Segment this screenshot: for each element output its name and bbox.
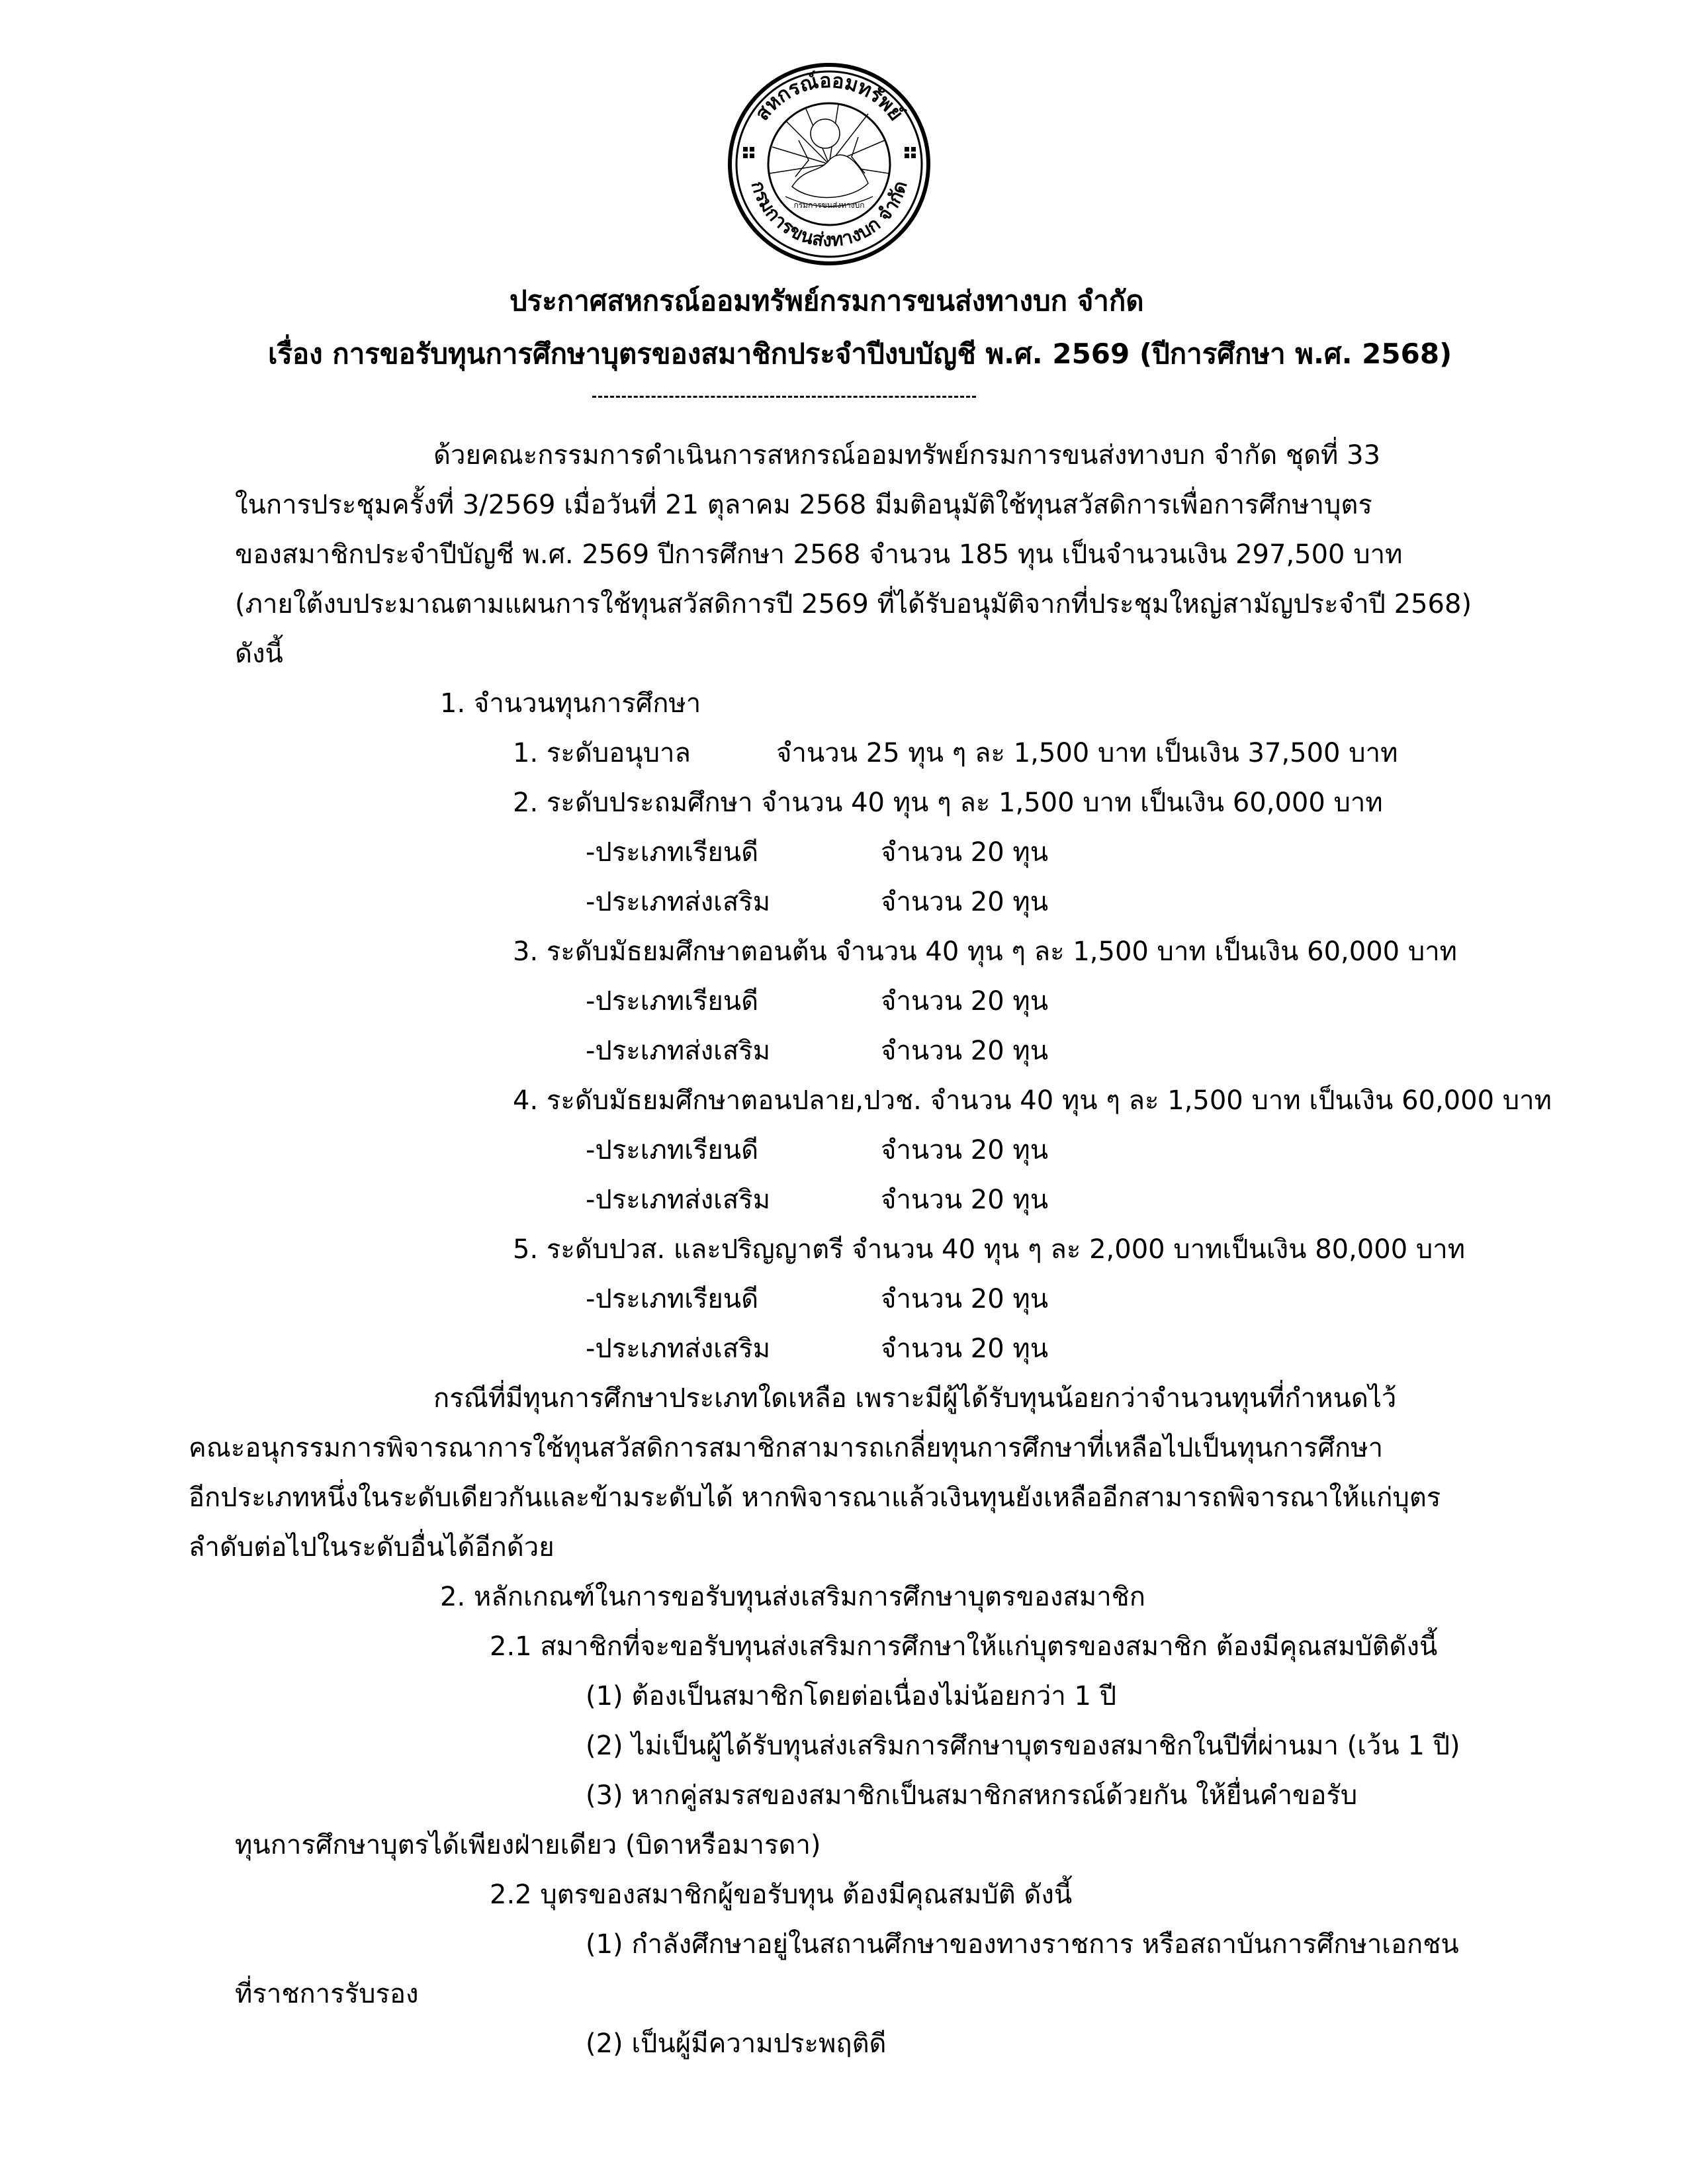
svg-text:กรมการขนส่งทางบก: กรมการขนส่งทางบก xyxy=(793,201,865,210)
section-2-1-heading: 2.1 สมาชิกที่จะขอรับทุนส่งเสริมการศึกษาให้แก่บุตรของสมาชิก ต้องมีคุณสมบัติดังนี้ xyxy=(490,1631,1438,1662)
subtype-row: -ประเภทส่งเสริม จำนวน 20 ทุน xyxy=(586,887,1049,917)
child-criterion-continuation: ที่ราชการรับรอง xyxy=(235,1979,419,2009)
member-criterion: (2) ไม่เป็นผู้ได้รับทุนส่งเสริมการศึกษาบุตรของสมาชิกในปีที่ผ่านมา (เว้น 1 ปี) xyxy=(586,1731,1460,1761)
intro-line: ของสมาชิกประจำปีบัญชี พ.ศ. 2569 ปีการศึกษา 2568 จำนวน 185 ทุน เป็นจำนวนเงิน 297,500 บาท xyxy=(235,539,1403,570)
child-criterion: (2) เป็นผู้มีความประพฤติดี xyxy=(586,2028,887,2059)
reallocation-note-line: ลำดับต่อไปในระดับอื่นได้อีกด้วย xyxy=(189,1532,555,1563)
title-divider xyxy=(592,396,976,398)
level-2-primary: 2. ระดับประถมศึกษา จำนวน 40 ทุน ๆ ละ 1,500 บาท เป็นเงิน 60,000 บาท xyxy=(513,788,1383,818)
level-1-kindergarten xyxy=(513,733,1398,773)
level-label: 1. ระดับอนุบาล xyxy=(513,738,691,768)
intro-line: ในการประชุมครั้งที่ 3/2569 เมื่อวันที่ 21 ตุลาคม 2568 มีมติอนุมัติใช้ทุนสวัสดิการเพื่อการศึกษาบุตร xyxy=(235,490,1372,520)
announcement-title: ประกาศสหกรณ์ออมทรัพย์กรมการขนส่งทางบก จำกัด xyxy=(510,285,1144,317)
level-3-lower-secondary: 3. ระดับมัธยมศึกษาตอนต้น จำนวน 40 ทุน ๆ ละ 1,500 บาท เป็นเงิน 60,000 บาท xyxy=(513,936,1458,967)
section-2-2-heading: 2.2 บุตรของสมาชิกผู้ขอรับทุน ต้องมีคุณสมบัติ ดังนี้ xyxy=(490,1880,1073,1910)
subtype-row: -ประเภทส่งเสริม จำนวน 20 ทุน xyxy=(586,1334,1049,1364)
level-4-upper-secondary: 4. ระดับมัธยมศึกษาตอนปลาย,ปวช. จำนวน 40 ทุน ๆ ละ 1,500 บาท เป็นเงิน 60,000 บาท xyxy=(513,1085,1552,1116)
cooperative-seal-logo xyxy=(726,61,932,267)
svg-text:สหกรณ์ออมทรัพย์: สหกรณ์ออมทรัพย์ xyxy=(750,69,908,126)
subtype-row: -ประเภทเรียนดี จำนวน 20 ทุน xyxy=(586,1135,1049,1165)
level-detail: จำนวน 25 ทุน ๆ ละ 1,500 บาท เป็นเงิน 37,500 บาท xyxy=(776,738,1398,768)
subtype-row: -ประเภทส่งเสริม จำนวน 20 ทุน xyxy=(586,1185,1049,1215)
section-1-heading: 1. จำนวนทุนการศึกษา xyxy=(440,688,701,719)
subtype-row: -ประเภทเรียนดี จำนวน 20 ทุน xyxy=(586,837,1049,868)
reallocation-note-line: คณะอนุกรรมการพิจารณาการใช้ทุนสวัสดิการสมาชิกสามารถเกลี่ยทุนการศึกษาที่เหลือไปเป็นทุนการศึกษา xyxy=(189,1433,1384,1463)
reallocation-note-line: อีกประเภทหนึ่งในระดับเดียวกันและข้ามระดับได้ หากพิจารณาแล้วเงินทุนยังเหลืออีกสามารถพิจารณาให้แก่บุตร xyxy=(189,1482,1441,1513)
announcement-subject: เรื่อง การขอรับทุนการศึกษาบุตรของสมาชิกประจำปีงบบัญชี พ.ศ. 2569 (ปีการศึกษา พ.ศ. 2568) xyxy=(268,338,1452,370)
reallocation-note-line: กรณีที่มีทุนการศึกษาประเภทใดเหลือ เพราะมีผู้ได้รับทุนน้อยกว่าจำนวนทุนที่กำหนดไว้ xyxy=(433,1383,1397,1414)
subtype-row: -ประเภทเรียนดี จำนวน 20 ทุน xyxy=(586,1284,1049,1314)
seal-emblem-icon xyxy=(726,61,932,267)
subtype-row: -ประเภทเรียนดี จำนวน 20 ทุน xyxy=(586,986,1049,1017)
intro-line: ด้วยคณะกรรมการดำเนินการสหกรณ์ออมทรัพย์กรมการขนส่งทางบก จำกัด ชุดที่ 33 xyxy=(433,440,1381,471)
intro-line: ดังนี้ xyxy=(235,639,283,669)
child-criterion: (1) กำลังศึกษาอยู่ในสถานศึกษาของทางราชการ หรือสถาบันการศึกษาเอกชน xyxy=(586,1929,1459,1960)
intro-line: (ภายใต้งบประมาณตามแผนการใช้ทุนสวัสดิการปี 2569 ที่ได้รับอนุมัติจากที่ประชุมใหญ่สามัญประจำปี 2568) xyxy=(235,589,1472,619)
svg-text:กรมการขนส่งทางบก จำกัด: กรมการขนส่งทางบก จำกัด xyxy=(746,178,912,251)
member-criterion: (1) ต้องเป็นสมาชิกโดยต่อเนื่องไม่น้อยกว่า 1 ปี xyxy=(586,1681,1117,1711)
subtype-row: -ประเภทส่งเสริม จำนวน 20 ทุน xyxy=(586,1036,1049,1066)
member-criterion: (3) หากคู่สมรสของสมาชิกเป็นสมาชิกสหกรณ์ด้วยกัน ให้ยื่นคำขอรับ xyxy=(586,1780,1358,1811)
level-5-higher-vocational-bachelor: 5. ระดับปวส. และปริญญาตรี จำนวน 40 ทุน ๆ ละ 2,000 บาทเป็นเงิน 80,000 บาท xyxy=(513,1234,1466,1265)
section-2-heading: 2. หลักเกณฑ์ในการขอรับทุนส่งเสริมการศึกษาบุตรของสมาชิก xyxy=(440,1582,1146,1612)
member-criterion-continuation: ทุนการศึกษาบุตรได้เพียงฝ่ายเดียว (บิดาหรือมารดา) xyxy=(235,1830,821,1860)
